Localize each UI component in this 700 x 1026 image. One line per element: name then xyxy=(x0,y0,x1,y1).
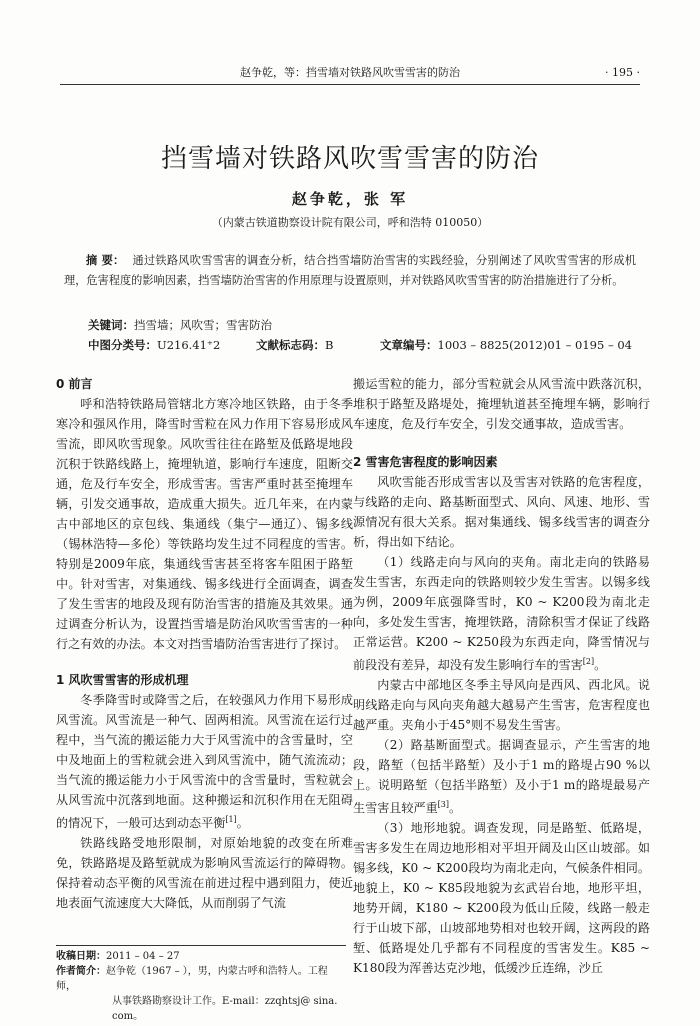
doc-code-entry xyxy=(256,337,333,353)
left-column xyxy=(56,374,353,913)
section-2-paragraph-3: 内蒙古中部地区冬季主导风向是西风、西北风。说明线路走向与风向夹角越大越易产生雪害，危害程度也越严重。夹角小于45°则不易发生雪害。 xyxy=(353,678,650,733)
section-2-paragraph-4-text: （2）路基断面型式。据调查显示，产生雪害的地段，路堑（包括半路堑）及小于1 m的路堤占90 %以上。说明路堑（包括半路堑）及小于1 m的路堤最易产生雪害且较严重 xyxy=(353,738,650,816)
doc-code-label: 文献标志码： xyxy=(256,338,325,352)
citation-3: [3] xyxy=(437,800,450,810)
abstract-label: 摘 要： xyxy=(86,253,125,267)
section-1-heading: 1 风吹雪雪害的形成机理 xyxy=(56,673,189,687)
abstract-text: 通过铁路风吹雪雪害的调查分析，结合挡雪墙防治雪害的实践经验，分别阐述了风吹雪雪害的形成机理，危害程度的影响因素，挡雪墙防治雪害的作用原理与设置原则，并对铁路风吹雪雪害的防治措施进行了分析。 xyxy=(64,254,636,287)
section-1-paragraph-1 xyxy=(56,690,353,833)
clc-entry xyxy=(88,337,220,353)
section-2-paragraph-1: 风吹雪能否形成雪害以及雪害对铁路的危害程度，与线路的走向、路基断面型式、风向、风速、地形、雪源情况有很大关系。据对集通线、锡多线雪害的调查分析，得出如下结论。 xyxy=(353,475,650,549)
abstract xyxy=(64,250,636,291)
citation-2: [2] xyxy=(582,657,595,666)
section-2-paragraph-5: （3）地形地貌。调查发现，同是路堑、低路堤，雪害多发生在周边地形相对平坦开阔及山区山坡部。如锡多线，K0 ~ K200段均为南北走向，气候条件相同。地貌上，K0 ~ K85段地貌为玄武岩台地，地形平坦，地势开阔，K180 ~ K200段为低山丘陵，线路一般走行于山坡下部，山坡部地势相对也较开阔，这两段的路堑、低路堤处几乎都有不同程度的雪害发生。K85 ~ K180段为浑善达克沙地，低缓沙丘连绵，沙丘 xyxy=(353,821,650,976)
section-1-paragraph-2: 铁路线路受地形限制，对原始地貌的改变在所难免，铁路路堤及路堑就成为影响风雪流运行的障碍物。保持着动态平衡的风雪流在前进过程中遇到阻力，使近地表面气流速度大大降低，从而削弱了气流 xyxy=(56,836,353,911)
article-authors: 赵争乾，张 军 xyxy=(291,190,409,208)
section-1-paragraph-1-text: 冬季降雪时或降雪之后，在较强风力作用下易形成风雪流。风雪流是一种气、固两相流。风雪流在运行过程中，当气流的搬运能力大于风雪流中的含雪量时，空中及地面上的雪粒就会进入到风雪流中，随气流流动；当气流的搬运能力小于风雪流中的含雪量时，雪粒就会从风雪流中沉落到地面。这种搬运和沉积作用在无阻碍的情况下，一般可达到动态平衡 xyxy=(56,693,353,831)
clc-value: U216.41⁺2 xyxy=(157,338,221,352)
received-date: 2011 – 04 – 27 xyxy=(106,951,180,962)
article-title: 挡雪墙对铁路风吹雪雪害的防治 xyxy=(160,144,539,174)
bio-label: 作者简介： xyxy=(56,966,106,977)
received-label: 收稿日期： xyxy=(56,951,106,962)
right-column xyxy=(353,374,650,978)
running-header xyxy=(60,64,640,85)
citation-1: [1] xyxy=(225,815,237,824)
clc-label: 中图分类号： xyxy=(88,338,157,352)
bio-text-1: 赵争乾（1967 – ），男，内蒙古呼和浩特人。工程师， xyxy=(56,966,328,992)
section-2-paragraph-2-end: 。 xyxy=(594,658,607,673)
doc-code-value: B xyxy=(325,338,334,352)
section-2-heading: 2 雪害危害程度的影响因素 xyxy=(353,455,498,469)
article-no-entry xyxy=(380,337,632,353)
received-line xyxy=(56,949,346,964)
article-no-value: 1003 – 8825(2012)01 – 0195 – 04 xyxy=(437,338,632,352)
section-1-paragraph-1-end: 。 xyxy=(236,816,249,831)
section-2-paragraph-4 xyxy=(353,735,650,818)
keywords-label: 关键词： xyxy=(88,318,134,332)
running-title: 赵争乾，等：挡雪墙对铁路风吹雪雪害的防治 xyxy=(240,66,460,79)
section-0-heading: 0 前言 xyxy=(56,377,93,391)
section-0-paragraph: 呼和浩特铁路局管辖北方寒冷地区铁路，由于冬季寒冷和强风作用，降雪时雪粒在风力作用下容易形成风雪流，即风吹雪现象。风吹雪往往在路堑及低路堤地段沉积于铁路线路上，掩埋轨道，影响行车速度，阻断交通，危及行车安全，形成雪害。雪害严重时甚至掩埋车辆，引发交通事故，造成重大损失。近几年来，在内蒙古中部地区的京包线、集通线（集宁—通辽）、锡多线（锡林浩特—多伦）等铁路均发生过不同程度的雪害。特别是2009年底，集通线雪害甚至将客车阻困于路堑中。针对雪害，对集通线、锡多线进行全面调查，调查了发生雪害的地段及现有防治雪害的措施及其效果。通过调查分析认为，设置挡雪墙是防治风吹雪雪害的一种行之有效的办法。本文对挡雪墙防治雪害进行了探讨。 xyxy=(56,397,353,651)
bio-line-2: 从事铁路勘察设计工作。E-mail：zzqhtsj@ sina. com。 xyxy=(112,996,338,1022)
article-no-label: 文章编号： xyxy=(380,338,438,352)
section-2-paragraph-2 xyxy=(353,552,650,675)
author-footnote xyxy=(56,945,346,1024)
keywords-line xyxy=(88,317,636,333)
bio-line-1 xyxy=(56,964,346,994)
page-number: · 195 · xyxy=(605,66,640,79)
section-2-paragraph-4-end: 。 xyxy=(449,801,462,816)
section-1-paragraph-2-continued: 搬运雪粒的能力，部分雪粒就会从风雪流中跌落沉积，堆积于路堑及路堤处，掩埋轨道甚至掩埋车辆，影响行车速度，危及行车安全，引发交通事故，造成雪害。 xyxy=(353,377,650,431)
author-affiliation: （内蒙古铁道勘察设计院有限公司，呼和浩特 010050） xyxy=(211,216,489,229)
keywords-text: 挡雪墙；风吹雪；雪害防治 xyxy=(134,318,272,332)
section-2-paragraph-2-text: （1）线路走向与风向的夹角。南北走向的铁路易发生雪害，东西走向的铁路则较少发生雪害。以锡多线为例，2009年底强降雪时，K0 ~ K200段为南北走向，多处发生雪害，掩埋铁路，清除积雪才保证了线路正常运营。K200 ~ K250段为东西走向，降雪情况与前段没有差异，却没有发生影响行车的雪害 xyxy=(353,555,650,673)
